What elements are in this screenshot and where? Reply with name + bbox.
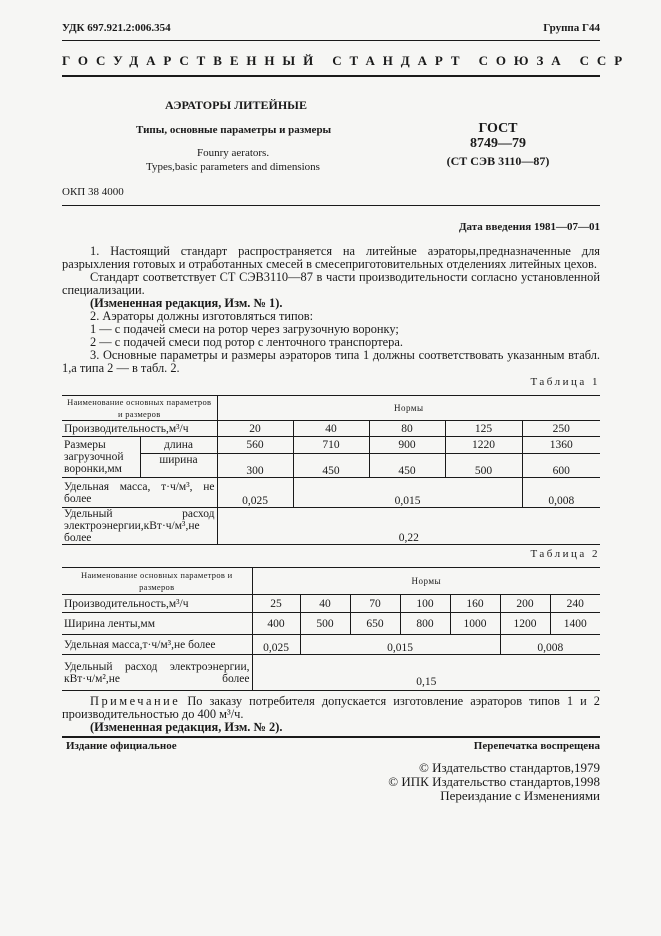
table2-cell: 0,025 (252, 635, 300, 655)
reprint-prohibited-label: Перепечатка воспрещена (473, 740, 600, 752)
table2-cell: 650 (350, 613, 400, 635)
table1-cell: 1360 (522, 437, 600, 454)
table1-cell: 600 (522, 454, 600, 478)
english-title-line1: Founry aerators. (197, 147, 270, 159)
table1-cell: 1220 (445, 437, 522, 454)
table2-productivity-label: Производительность,м³/ч (62, 595, 252, 613)
table2-cell: 0,015 (300, 635, 500, 655)
table2-caption: Таблица 2 (530, 548, 600, 560)
table2-cell: 0,008 (500, 635, 600, 655)
table1-energy-label: Удельный расход электроэнергии,кВт·ч/м³,не более (62, 508, 217, 545)
table1-funnel-label: Размеры загрузочной воронки,мм (62, 437, 140, 478)
amendment-note-1: (Измененная редакция, Изм. № 1). (90, 296, 283, 310)
table2-cell: 1200 (500, 613, 550, 635)
table1-cell: 500 (445, 454, 522, 478)
table1-cell: 80 (369, 421, 445, 437)
st-sev-number: (СТ СЭВ 3110—87) (446, 154, 550, 168)
document-subtitle: Типы, основные параметры и размеры (136, 124, 332, 136)
table2-belt-label: Ширина ленты,мм (62, 613, 252, 635)
table1-cell: 0,015 (293, 478, 522, 508)
amendment-note-2: (Измененная редакция, Изм. № 2). (90, 720, 283, 734)
paragraph-parameters: 3. Основные параметры и размеры аэраторов типа 1 должны соответствовать указанным втабл. 1,а типа 2 — в табл. 2. (62, 348, 600, 375)
table1-cell: 300 (217, 454, 293, 478)
group-code: Группа Г44 (543, 22, 600, 34)
udk-code: УДК 697.921.2:006.354 (62, 22, 171, 34)
english-title-line2: Types,basic parameters and dimensions (146, 161, 320, 173)
table1-cell: 450 (293, 454, 369, 478)
introduction-date: Дата введения 1981—07—01 (458, 221, 600, 233)
note-prefix: Примечание (90, 694, 181, 708)
table2-cell: 1400 (550, 613, 600, 635)
table1-cell: 0,025 (217, 478, 293, 508)
table1-length-label: длина (140, 437, 217, 454)
banner-rule (62, 75, 600, 77)
table1-mass-label: Удельная масса, т·ч/м³, не более (62, 478, 217, 508)
table1-width-label: ширина (140, 454, 217, 478)
table2-norms-header: Нормы (252, 568, 600, 595)
type-1-description: 1 — с подачей смеси на ротор через загрузочную воронку; (90, 322, 399, 336)
table1-cell: 450 (369, 454, 445, 478)
table2-cell: 70 (350, 595, 400, 613)
table1-param-header: Наименование основных параметров и размеров (62, 396, 217, 421)
type-2-description: 2 — с подачей смеси под ротор с ленточного транспортера. (90, 335, 403, 349)
table1-cell: 250 (522, 421, 600, 437)
table1-cell: 900 (369, 437, 445, 454)
paragraph-types: 2. Аэраторы должны изготовляться типов: (90, 309, 314, 323)
gost-number: 8749—79 (470, 136, 526, 151)
reissue-note: Переиздание с Изменениями (440, 788, 600, 803)
footer-rule (62, 736, 600, 738)
paragraph-scope: 1. Настоящий стандарт распространяется на литейные аэраторы,предназначенные для разрыхления готовых и отработанных смесей в смесеприготовительных отделениях литейных цехов. (62, 244, 600, 271)
table1-caption: Таблица 1 (530, 376, 600, 388)
table1-cell: 40 (293, 421, 369, 437)
state-standard-banner: ГОСУДАРСТВЕННЫЙ СТАНДАРТ СОЮЗА ССР (62, 53, 631, 68)
table1-cell: 0,22 (217, 508, 600, 545)
table2-cell: 240 (550, 595, 600, 613)
table2-cell: 500 (300, 613, 350, 635)
paragraph-compliance: Стандарт соответствует СТ СЭВ3110—87 в части производительности согласно установленной специализации. (62, 270, 600, 297)
official-edition-label: Издание официальное (66, 740, 177, 752)
copyright-1998: © ИПК Издательство стандартов,1998 (388, 774, 600, 789)
table1-cell: 560 (217, 437, 293, 454)
table2-cell: 0,15 (252, 655, 600, 691)
table2-cell: 160 (450, 595, 500, 613)
table2-cell: 800 (400, 613, 450, 635)
table2-cell: 1000 (450, 613, 500, 635)
table-note (62, 695, 600, 720)
table1-cell: 710 (293, 437, 369, 454)
copyright-1979: © Издательство стандартов,1979 (418, 760, 600, 775)
note-text: По заказу потребителя допускается изготовление аэраторов типов 1 и 2 производительностью до 400 м³/ч. (62, 694, 600, 721)
document-title: АЭРАТОРЫ ЛИТЕЙНЫЕ (165, 98, 307, 112)
table1-productivity-label: Производительность,м³/ч (62, 421, 217, 437)
table2-energy-label: Удельный расход электроэнергии, кВт·ч/м²,не более (62, 655, 252, 691)
table-2 (62, 567, 600, 691)
title-rule (62, 205, 600, 206)
table2-param-header: Наименование основных параметров и размеров (62, 568, 252, 595)
table2-cell: 200 (500, 595, 550, 613)
table2-cell: 400 (252, 613, 300, 635)
gost-label: ГОСТ (478, 121, 518, 136)
table2-cell: 25 (252, 595, 300, 613)
top-rule (62, 40, 600, 41)
table1-cell: 125 (445, 421, 522, 437)
table2-cell: 40 (300, 595, 350, 613)
table1-norms-header: Нормы (217, 396, 600, 421)
table2-mass-label: Удельная масса,т·ч/м³,не более (62, 635, 252, 655)
table1-cell: 0,008 (522, 478, 600, 508)
okp-code: ОКП 38 4000 (62, 186, 124, 198)
table1-cell: 20 (217, 421, 293, 437)
table-1 (62, 395, 600, 545)
table2-cell: 100 (400, 595, 450, 613)
